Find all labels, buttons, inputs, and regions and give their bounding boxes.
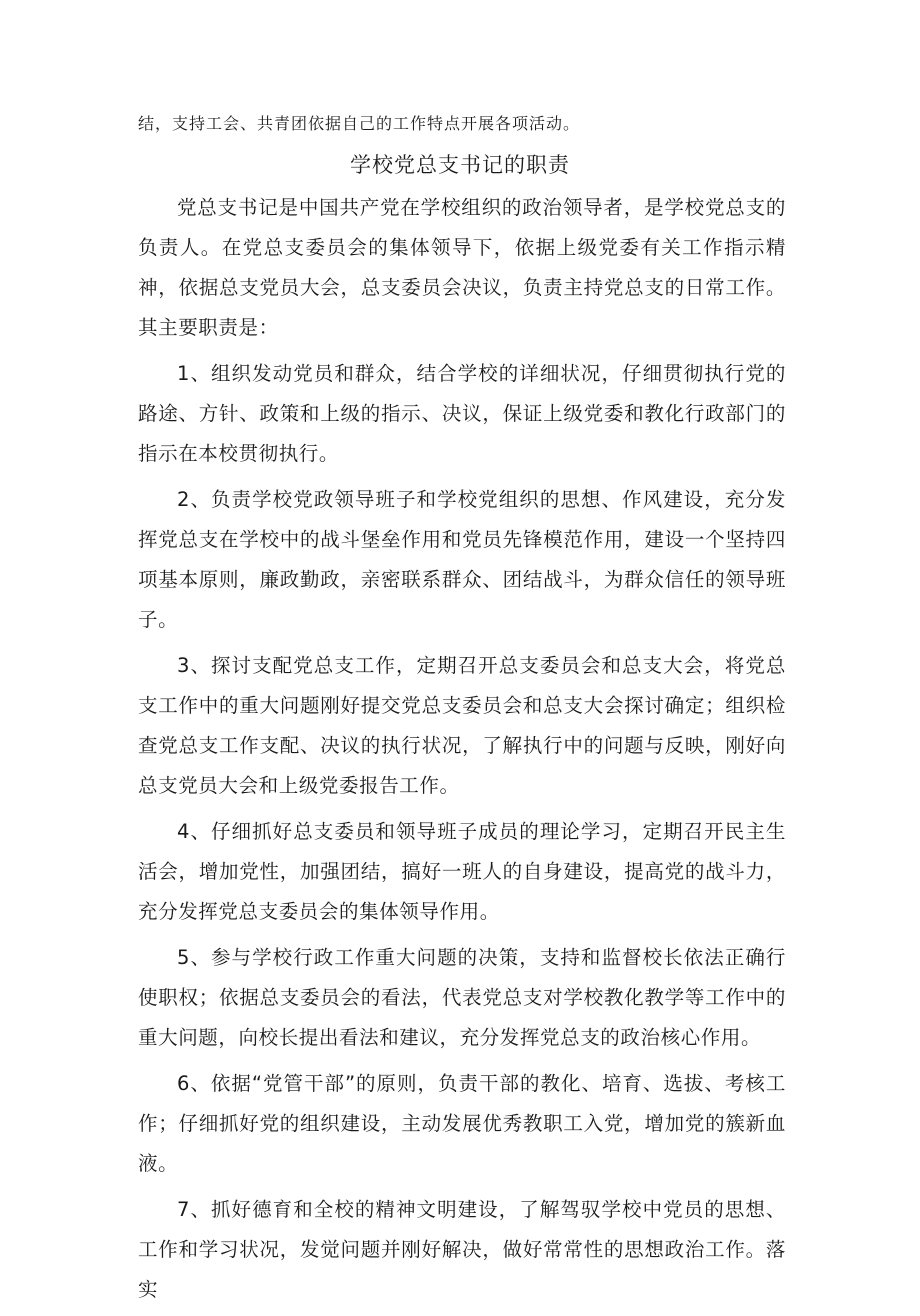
- duty-paragraph-5: 5、参与学校行政工作重大问题的决策，支持和监督校长依法正确行使职权；依据总支委员会的看法，代表党总支对学校教化教学等工作中的重大问题，向校长提出看法和建议，充分发挥党总支的政治核心作用。: [138, 946, 786, 1049]
- page-title: 学校党总支书记的职责: [350, 153, 570, 177]
- duty-paragraph-3: 3、探讨支配党总支工作，定期召开总支委员会和总支大会，将党总支工作中的重大问题刚好提交党总支委员会和总支大会探讨确定；组织检查党总支工作支配、决议的执行状况，了解执行中的问题与反映，刚好向总支党员大会和上级党委报告工作。: [138, 654, 786, 797]
- duty-paragraph-6: 6、依据“党管干部”的原则，负责干部的教化、培育、选拔、考核工作；仔细抓好党的组织建设，主动发展优秀教职工入党，增加党的簇新血液。: [138, 1072, 786, 1175]
- intro-paragraph: 党总支书记是中国共产党在学校组织的政治领导者，是学校党总支的负责人。在党总支委员会的集体领导下，依据上级党委有关工作指示精神，依据总支党员大会，总支委员会决议，负责主持党总支的日常工作。其主要职责是：: [138, 196, 786, 339]
- carry-over-line: 结，支持工会、共青团依据自己的工作特点开展各项活动。: [138, 114, 581, 133]
- duty-paragraph-2: 2、负责学校党政领导班子和学校党组织的思想、作风建设，充分发挥党总支在学校中的战斗堡垒作用和党员先锋模范作用，建设一个坚持四项基本原则，廉政勤政，亲密联系群众、团结战斗，为群众信任的领导班子。: [138, 488, 786, 631]
- document-body: [138, 188, 786, 1316]
- duty-paragraph-1: 1、组织发动党员和群众，结合学校的详细状况，仔细贯彻执行党的路途、方针、政策和上级的指示、决议，保证上级党委和教化行政部门的指示在本校贯彻执行。: [138, 362, 786, 465]
- duty-paragraph-7: 7、抓好德育和全校的精神文明建设，了解驾驭学校中党员的思想、工作和学习状况，发觉问题并刚好解决，做好常常性的思想政治工作。落实: [138, 1198, 786, 1301]
- duty-paragraph-4: 4、仔细抓好总支委员和领导班子成员的理论学习，定期召开民主生活会，增加党性，加强团结，搞好一班人的自身建设，提高党的战斗力，充分发挥党总支委员会的集体领导作用。: [138, 820, 786, 923]
